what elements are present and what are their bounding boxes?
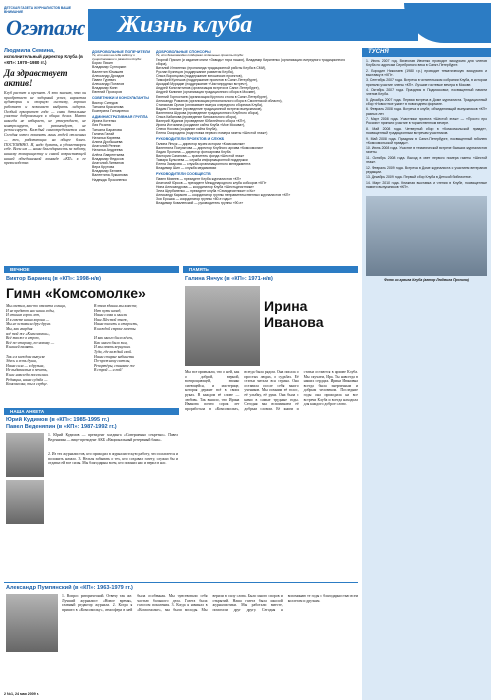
list-item: Анатолий Литвинов [92,160,124,165]
portrait-photo-kudimov [6,433,44,477]
list-item: Владимир Сунгоркин [92,65,127,70]
portrait-photo-pumpyansky [6,594,58,652]
list-item: Ольга Кабанова (проведение Кинозального сбора), [156,115,237,120]
list-item: Галина Янчук — директор музея истории «Комсомолки» [156,141,245,146]
groups-heading: РУКОВОДИТЕЛИ СООБЩЕСТВ [156,172,211,177]
list-item: Ирина Котенко [92,119,117,124]
memory-title: Ирина Иванова [264,298,324,330]
list-item: Наталья Киреева [92,135,121,140]
list-item: 6. Февраль 2008 года. Встреча в клубе, объединяющий выпускников «КП» разных лет. [366,107,487,116]
groups-list [156,177,356,206]
list-item: 9. Май 2008 года. Праздник в Санкт-Петербурге, посвященный юбилею «Комсомольской правды». [366,136,487,145]
volunteers-list [92,61,152,94]
list-item: Олеся Носова (создание сайта Клуба), [156,127,218,132]
section-bar-profile: НАША АНКЕТА [4,408,179,415]
list-item: Екатерина Гончаренко [92,108,129,113]
club-group-photo [366,196,487,276]
list-item: Евгений Прохоров [92,90,122,95]
list-item: Наталья Андреева [92,148,123,153]
list-item: Виктория Саганова — хранитель фонда «Шестой этаж» [156,153,245,158]
list-item: 2. Бородин Николаев (1980 г.р.) проводит тематическую экскурсию и выставку в «КП». [366,68,487,77]
logo [4,5,85,43]
list-item: 7. Март 2008 года. Участники проекта «Шестой этаж» — «Просто про Россию» приняли участие в торжественном вечере. [366,117,487,126]
list-item: Анатолий Юрков — президент Международного клуба собкоров «КП» [156,180,267,185]
list-item: 1. Июль 2007 год. Вячеслав Ивченко проводит экскурсию для членов Клуба по адресам Серебряного века в Санкт-Петербурге. [366,59,487,68]
list-item: Галина Галай [92,131,115,136]
volunteers-sub: Те, кто взял на себя заботу о существовании и развитии Клуба: [92,53,142,61]
list-item: Виктор Сигедов [92,100,118,105]
sponsors-heading: ДОБРОВОЛЬНЫЕ СПОНСОРЫ [156,50,211,54]
list-item: 10. Июнь 2008 года. Участие в тематической встрече бывших журналистов газеты. [366,146,487,155]
admin-heading: АДМИНИСТРАТИВНАЯ ГРУППА [92,115,148,120]
list-item: Вера Крутова [92,165,115,170]
news-heading: ТУСНЯ [362,48,491,57]
list-item: Лия Розина [92,123,111,128]
volunteers-heading: ДОБРОВОЛЬНЫЕ ПОПЕЧИТЕЛИ [92,50,151,54]
list-item: Алина Дробышева [92,140,123,145]
section-bar-memory: ПАМЯТЬ [183,266,358,273]
list-item: Александр Романов (организация регионального сбора в Смоленской области), [156,98,283,103]
profile-text-2: 2. Из тех журналистов, кто приходил в журналистскую работу, что полагается и положить начало. 3. Нельзя забывать о тех, кто создавал газету, служил бы и отдавал ей все силы. Мы благодарны всем, кто помнил нас и верил в нас. [48,452,178,466]
list-item: Элла Щербаненко — президент клуба «Семидесятники» и Ко» [156,188,256,193]
list-item: Виталий Игнатенко (пропаганда традиционной работы Клуба в СМИ), [156,65,267,70]
logo-name: Огэтаж [6,15,85,40]
intro-block [4,48,86,166]
list-item: Владимир Коваленский — руководитель группы «90-е» [156,201,244,206]
poem-author: Виктор Баранец (в «КП»: 1998-н/в) [6,276,101,282]
list-item: Андрей Константинов (организация встречи в Санкт-Петербурге), [156,86,260,91]
list-item: Владимир Федосов [92,156,124,161]
list-item: Александр Карасев — координатор группы неправительственных журналистов «КП» [156,192,291,197]
profile-text-3: 1. Вопрос риторический. Отвечу так же. Лучший журналист «Новое время», главный редактор журнала. 2. Когда я пришел в «Комсомолку», атмосфера в ней была особенная. Мы чувствовали себя частью большого дела. Газета была голосом поколения. 3. Когда я начинал в «Комсомолке», мы были молоды. Мы верили в силу слова. Было много споров и открытий. Наша газета была школой журналистики. Мы работали вместе, помогали друг другу. Сегодня я вспоминаю те годы с благодарностью всем коллегам и друзьям. [62,594,358,612]
intro-author: Людмила Семина, [4,48,55,54]
poem-column-2: В этом здании мы вместе, Нет пути назад, Наши слова и мысли Наш Шестой этаж, Наша юность и старость, В каждой строке газеты. И как много было вёсен, Как много было зим, И мы опять вернулись Туда, где каждый свой. Наши старые кабинеты По-прежнему светлы, Репортёры, станьте же В строй — и пой! [94,304,139,373]
list-item: Нина Александрова — координатор Клуба «Шестьдесятники» [156,184,254,189]
leaders-list [156,142,356,171]
profile-text-1: 1. Юрий Кудимов — президент холдинга «Совершенно секретно». Павел Веденяпин — вице-президент АКБ «Национальный резервный банк». [48,433,178,442]
list-item: 3. Сентябрь 2007 года. Встреча в читательском собрании Клуба, в котором приняли участие члены «КП». Лучшие гостевые вечера в Москве. [366,78,487,87]
photo-caption: Фото из архива Клуба (автор Людмила Пронина) [384,278,469,283]
list-item: Андрей Калинин (организация традиционного сбора в Москве), [156,90,256,95]
list-item: Елена Смородина (подготовка первого номера газеты «Шестой этаж») [156,131,268,136]
list-item: Станислав Орлов (оплачивает выпуск очередного сборника Клуба), [156,102,263,107]
profile-author-3: Александр Пумпянский (в «КП»: 1963-1979 гг.) [6,585,133,591]
list-item: 4. Октябрь 2007 года. Праздник в Подмосковье, посвященный памяти членов Клуба. [366,88,487,97]
list-item: Ольга Воронцова (поддержание юношеских проектов), [156,74,243,79]
profile-author-2: Павел Веденяпин (в «КП»: 1987-1992 гг.) [6,424,117,430]
list-item: Владимир Кипп [92,86,118,91]
poem-title: Гимн «Комсомолке» [6,285,146,301]
list-item: Надежда Прокопенко [92,177,127,182]
list-item: Елена Захарова — служба организационного менеджмента [156,162,251,167]
memory-author: Галина Янчук (в «КП»: 1971-н/в) [185,276,273,282]
list-item: Аркадий Мурадян (поддержание «Чистопрудных встреч»), [156,82,249,87]
sponsors-block [156,48,356,205]
advisers-heading: СОВЕТНИКИ И КОНСУЛЬТАНТЫ [92,96,149,101]
page-title: Жизнь клуба [88,9,418,41]
list-item: Павел Гуревич [92,77,117,82]
list-item: 8. Май 2008 года. Четвертый сбор в «Комсомольской правде», посвященный традиционным встречам участников. [366,126,487,136]
list-item: Валентина Полуэктова — директор Клубного архива «Комсомолки» [156,145,264,150]
intro-text: Клуб растет и крепнет. А это значит, что он приобретает не задорный успех, нарастая аудитории и опорную систему, хорошо работает и позволяет выбрать лидеров. Особый приоритет года — сами детальные участие добровольцев в общих делах. Никто никогда не избирает, не утверждает, не контролирует, но рекомендует, не режиссирует. Каждый самоопределяется сам. Сегодня хотел показать лишь людей отличных — тех, работающих на общее благо. ПОСТОЯННО. И, надо думать, я удовлетворен себе. Всем им — наши благодарность за заботу, нашему товариществу и самой возрастающей нашей объединенной команде «КП» в ее превосходстве. [4,90,86,166]
list-item: Валентина Лукьянова [92,173,128,178]
list-item: 12. Февраль 2009 года. Встреча в Доме журналиста с участием ветеранов редакции. [366,165,487,174]
advisers-list [92,101,152,113]
page-header [4,3,491,45]
memory-text: Мы все привыкли, что о ней, как о доброй, верной, всепрощающей, звонко смеющейся, и мастерице, которая держит всё в своих руках. В каждом её слове — любовь. Так вышло, что Ирина Иванова почти сорок лет проработала в «Комсомолке», всегда была рядом. Она писала о простых людях, о судьбах. Её статьи читала вся страна. Она оставила после себя много учеников. Мы помним её голос, её улыбку, её руки. Она была с нами в самые трудные годы. Сегодня мы вспоминаем её добрым словом. Её книги и статьи остаются в архиве Клуба. Мы скучаем, Ира. Ты навсегда в наших сердцах. Ирина Ивановна всегда была энергичным и добрым человеком. Последние годы она приходила на все встречи Клуба и всегда находила для каждого доброе слово. [185,370,358,411]
list-item: Алёна Лаврентьева [92,152,125,157]
section-bar-poem: ВЕЧНОЕ [4,266,179,273]
list-item: 13. Декабрь 2009 года. Первый сбор Клуба в Детской библиотеке. [366,175,472,180]
list-item: Вадим Потапкин (проведение традиционной встречи выпускников), [156,106,263,111]
list-item: Валерий Жданов (проведение Юбилейного сбора «КП»), [156,119,247,124]
list-item: Тамара Булычева — служба информационной поддержки [156,158,248,163]
sponsors-list [156,58,356,136]
list-item: Татьяна Красилова [92,104,124,109]
list-item: Валентина Шурова (проведение традиционного Клубного сбора), [156,110,260,115]
list-item: Александр Потапов [92,81,125,86]
list-item: Александр Дроздов [92,73,125,78]
poem-column-1: Мы светим, как-то отсвета солнца, И не предают нас наши годы, И стихам сорок лет, И в газете наша корона — Мы не оставили друг друга. Мы, как гвардия всё той же «Комсомолки», Всё также в строю, Всё по-старому, по-новому — В нашей памяти. Так и в каждом выпуске Здесь и есть душа, Наша сила — в друзьях, Не выдаваемых в печать, В нас навсегда поселилась Редакция, наша судьба — Комсомолка, ты в сердце. [6,304,66,387]
list-item: Павел Михеев — президент Клуба журналистов «КП» [156,176,242,181]
list-item: Тимофей Кулешов (поддержание проектов в Санкт-Петербурге), [156,78,258,83]
list-item: 11. Октябрь 2008 года. Выход в свет первого номера газеты «Шестой этаж». [366,155,487,165]
list-item: Татьяна Баранова [92,127,122,132]
list-item: 14. Март 2010 года. Книжная выставка и чтения в Клубе, посвященные памяти выпускников «КП». [366,180,487,189]
portrait-photo [185,286,260,366]
intro-role: исполнительный директор Клуба (в «КП»: 1970–1980 гг.) [4,54,83,65]
admin-list [92,119,152,181]
news-sidebar [362,48,491,700]
list-item: Борис Пикин [92,61,113,66]
news-list [362,57,491,192]
sponsors-sub: Те, кто безвозмездно поддержал отдельные проекты Клуба: [156,53,244,58]
profile-author-1: Юрий Кудимов (в «КП»: 1985-1995 гг.) [6,417,110,423]
list-item: 5. Декабрь 2007 года. Первая встреча в Доме журналиста. Традиционный сбор «Новостное ужин» в новогоднем формате. [366,97,487,106]
list-item: Анатолий Репнин [92,144,121,149]
list-item: Руслан Кузнецов (поддержание развития Клуба), [156,69,234,74]
list-item: Евгений Горностаев (организация Круглого стола в Санкт-Петербурге), [156,94,268,99]
portrait-photo-vedenyapin [6,480,44,524]
list-item: Ирина Истомина (создание сайта Клуба «Мое Москва»), [156,123,246,128]
intro-slogan: Да здравствует актив! [4,67,68,88]
list-item: Владимир Шин — служба медиасвязи [156,166,217,171]
list-item: Георгий Пряхин (и издание книги «Заводь» тира наших), Владимир Кириленко (организация очередного традиционного сбора), [156,57,346,66]
page-footer: 2 №1, 24 мая 2009 г. [4,692,39,696]
divider [4,582,358,583]
list-item: Зоя Ерошок — координатор группы «80-е годы» [156,197,232,202]
list-item: Владимир Беляев [92,169,122,174]
list-item: Валентин Юмашев [92,69,124,74]
logo-tagline: ДЕТСКАЯ ГАЗЕТА ЖУРНАЛИСТОВ ВАШЕ ВНИМАНИЕ [4,6,72,14]
list-item: Лидия Пронина — директор фотоархива Клуба [156,149,231,154]
leaders-heading: РУКОВОДИТЕЛИ ПРОЕКТОВ И СЛУЖБ [156,137,225,142]
club-lists [92,48,152,182]
